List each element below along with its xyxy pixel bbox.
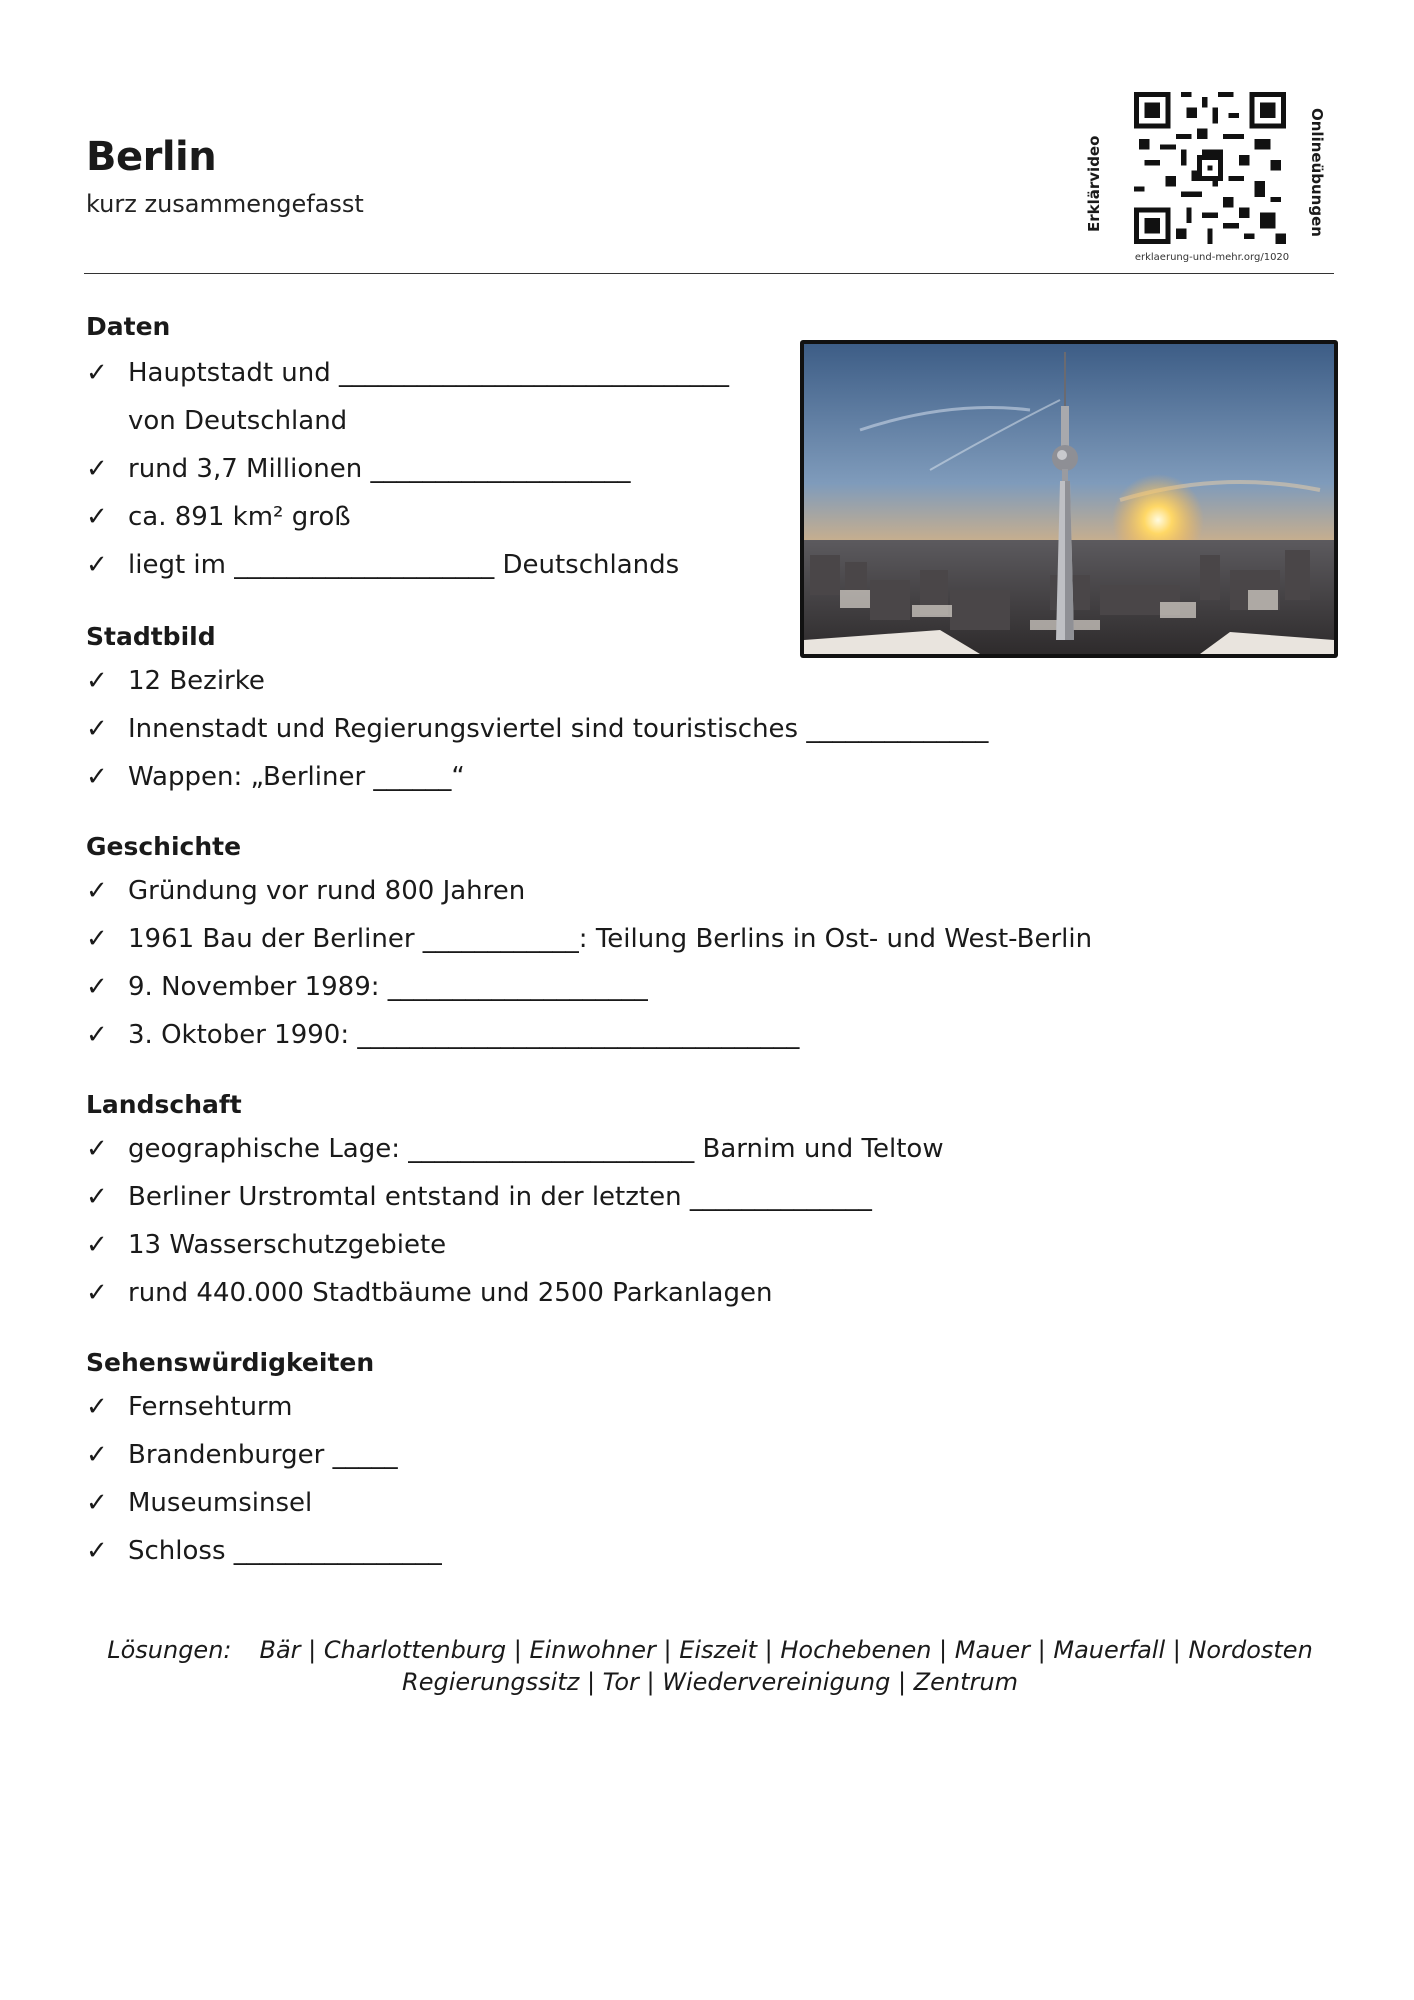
check-icon: ✓ bbox=[86, 714, 108, 744]
qr-url: erklaerung-und-mehr.org/1020 bbox=[1134, 252, 1290, 263]
list-item: ✓ Schloss ________________ bbox=[86, 1536, 442, 1566]
page-title: Berlin bbox=[86, 134, 217, 180]
berlin-skyline-photo bbox=[800, 340, 1338, 658]
check-icon: ✓ bbox=[86, 972, 108, 1002]
check-icon: ✓ bbox=[86, 876, 108, 906]
page-subtitle: kurz zusammengefasst bbox=[86, 190, 364, 218]
qr-code-icon[interactable] bbox=[1134, 92, 1286, 244]
check-icon: ✓ bbox=[86, 1230, 108, 1260]
list-item: ✓ rund 3,7 Millionen ____________________ bbox=[86, 454, 631, 484]
list-item: ✓ Berliner Urstromtal entstand in der letzten ______________ bbox=[86, 1182, 872, 1212]
check-icon: ✓ bbox=[86, 1392, 108, 1422]
list-item: ✓ Hauptstadt und ______________________________ bbox=[86, 358, 730, 388]
list-item: ✓ Museumsinsel bbox=[86, 1488, 313, 1518]
check-icon: ✓ bbox=[86, 1488, 108, 1518]
qr-label-exercises: Onlineübungen bbox=[1308, 108, 1326, 237]
check-icon: ✓ bbox=[86, 762, 108, 792]
list-item: ✓ rund 440.000 Stadtbäume und 2500 Parkanlagen bbox=[86, 1278, 773, 1308]
section-heading-stadtbild: Stadtbild bbox=[86, 622, 216, 651]
check-icon: ✓ bbox=[86, 1134, 108, 1164]
header-divider bbox=[84, 273, 1334, 274]
list-item: ✓ 1961 Bau der Berliner ____________: Teilung Berlins in Ost- und West-Berlin bbox=[86, 924, 1093, 954]
list-item: ✓ Gründung vor rund 800 Jahren bbox=[86, 876, 526, 906]
list-item: ✓ Fernsehturm bbox=[86, 1392, 293, 1422]
list-item: ✓ liegt im ____________________ Deutschlands bbox=[86, 550, 680, 580]
section-heading-daten: Daten bbox=[86, 312, 171, 341]
check-icon: ✓ bbox=[86, 550, 108, 580]
check-icon: ✓ bbox=[86, 454, 108, 484]
check-icon: ✓ bbox=[86, 1020, 108, 1050]
check-icon: ✓ bbox=[86, 358, 108, 388]
list-item: ✓ geographische Lage: ______________________ Barnim und Teltow bbox=[86, 1134, 944, 1164]
solutions-line-1 bbox=[100, 1634, 1320, 1666]
check-icon: ✓ bbox=[86, 502, 108, 532]
check-icon: ✓ bbox=[86, 924, 108, 954]
solutions-label: Lösungen: bbox=[107, 1636, 232, 1664]
list-item: ✓ ca. 891 km² groß bbox=[86, 502, 351, 532]
section-heading-sehenswuerdigkeiten: Sehenswürdigkeiten bbox=[86, 1348, 375, 1377]
list-item: ✓ 12 Bezirke bbox=[86, 666, 265, 696]
check-icon: ✓ bbox=[86, 666, 108, 696]
check-icon: ✓ bbox=[86, 1440, 108, 1470]
list-item: ✓ 13 Wasserschutzgebiete bbox=[86, 1230, 447, 1260]
section-heading-geschichte: Geschichte bbox=[86, 832, 242, 861]
solutions-words-1: Bär | Charlottenburg | Einwohner | Eiszeit | Hochebenen | Mauer | Mauerfall | Nordosten bbox=[259, 1636, 1313, 1664]
list-item: ✓ 9. November 1989: ____________________ bbox=[86, 972, 648, 1002]
check-icon: ✓ bbox=[86, 1536, 108, 1566]
list-item: ✓ Innenstadt und Regierungsviertel sind touristisches ______________ bbox=[86, 714, 989, 744]
list-item: ✓ Brandenburger _____ bbox=[86, 1440, 398, 1470]
list-item-continuation: von Deutschland bbox=[128, 406, 348, 436]
check-icon: ✓ bbox=[86, 1182, 108, 1212]
list-item: ✓ 3. Oktober 1990: __________________________________ bbox=[86, 1020, 800, 1050]
section-heading-landschaft: Landschaft bbox=[86, 1090, 242, 1119]
solutions-words-2: Regierungssitz | Tor | Wiedervereinigung | Zentrum bbox=[402, 1668, 1018, 1696]
list-item: ✓ Wappen: „Berliner ______“ bbox=[86, 762, 465, 792]
qr-label-video: Erklärvideo bbox=[1085, 135, 1103, 232]
solutions-box bbox=[100, 1634, 1320, 1698]
check-icon: ✓ bbox=[86, 1278, 108, 1308]
